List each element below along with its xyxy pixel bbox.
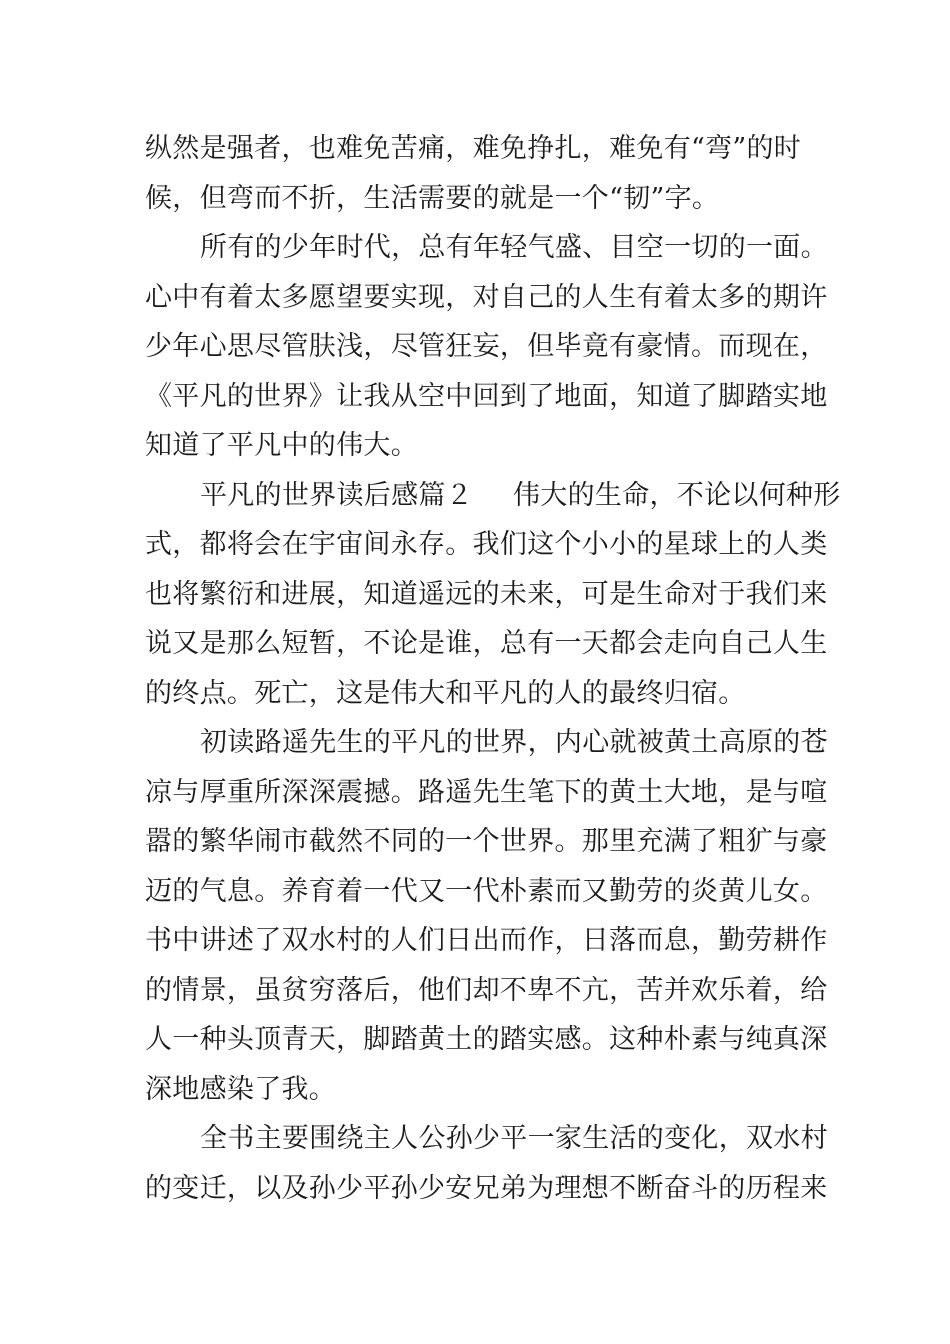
text-line: 的情景，虽贫穷落后，他们却不卑不亢，苦并欢乐着，给	[145, 974, 828, 1006]
text-line: 嚣的繁华闹市截然不同的一个世界。那里充满了粗犷与豪	[145, 826, 828, 857]
paragraph-start-line: 初读路遥先生的平凡的世界，内心就被黄土高原的苍	[200, 727, 828, 758]
text-line: 《平凡的世界》让我从空中回到了地面，知道了脚踏实地	[145, 380, 828, 412]
text-line: 式，都将会在宇宙间永存。我们这个小小的星球上的人类	[145, 529, 828, 560]
text-line: 少年心思尽管肤浅，尽管狂妄，但毕竟有豪情。而现在，	[145, 331, 828, 362]
paragraph-start-line: 全书主要围绕主人公孙少平一家生活的变化，双水村	[200, 1123, 828, 1154]
text-line: 候，但弯而不折，生活需要的就是一个“韧”字。	[145, 182, 720, 214]
text-segment: 伟大的生命，不论以何种形	[513, 479, 841, 511]
text-line: 凉与厚重所深深震撼。路遥先生笔下的黄土大地，是与喧	[145, 776, 828, 808]
text-line: 迈的气息。养育着一代又一代朴素而又勤劳的炎黄儿女。	[145, 875, 828, 907]
text-line: 书中讲述了双水村的人们日出而作，日落而息，勤劳耕作	[145, 925, 828, 956]
section-heading-line	[145, 471, 841, 521]
text-line: 深地感染了我。	[145, 1073, 337, 1105]
text-line: 也将繁衍和进展，知道遥远的未来，可是生命对于我们来	[145, 578, 828, 610]
text-line: 心中有着太多愿望要实现，对自己的人生有着太多的期许	[145, 281, 828, 313]
text-line: 的变迁，以及孙少平孙少安兄弟为理想不断奋斗的历程来	[145, 1172, 828, 1204]
text-line: 知道了平凡中的伟大。	[145, 430, 418, 461]
essay-body	[145, 124, 841, 1213]
paragraph-start-line: 所有的少年时代，总有年轻气盛、目空一切的一面。	[200, 232, 828, 263]
text-line: 的终点。死亡，这是伟大和平凡的人的最终归宿。	[145, 677, 746, 709]
text-line: 说又是那么短暂，不论是谁，总有一天都会走向自己人生	[145, 628, 828, 659]
text-line: 纵然是强者，也难免苦痛，难免挣扎，难免有“弯”的时	[145, 133, 802, 164]
text-line: 人一种头顶青天，脚踏黄土的踏实感。这种朴素与纯真深	[145, 1024, 828, 1055]
section-heading: 平凡的世界读后感篇２	[200, 479, 473, 511]
